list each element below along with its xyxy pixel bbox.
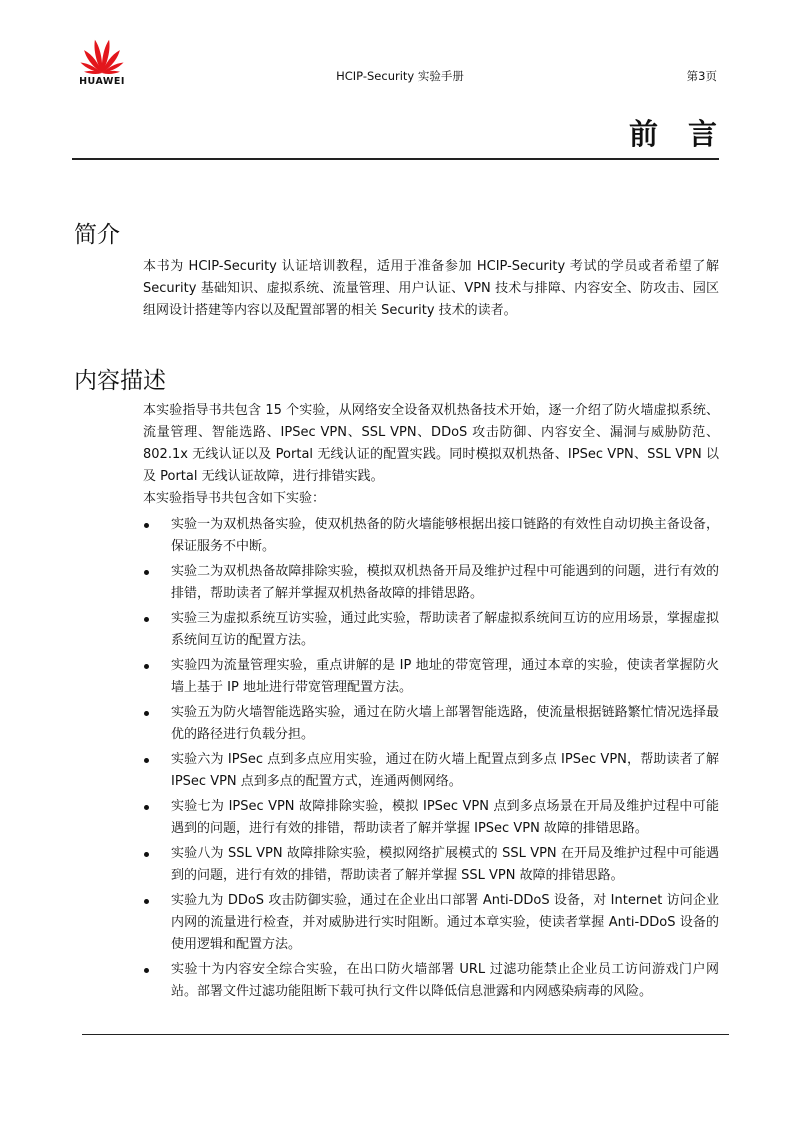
content-list-intro: 本实验指导书共包含如下实验： — [143, 491, 326, 506]
list-item — [143, 843, 719, 887]
intro-heading: 简介 — [74, 222, 120, 248]
list-item — [143, 702, 719, 746]
experiment-list — [143, 514, 719, 1006]
list-item-text: 实验三为虚拟系统互访实验，通过此实验，帮助读者了解虚拟系统间互访的应用场景，掌握虚拟系统间互访的配置方法。 — [171, 611, 719, 648]
list-item-text: 实验九为 DDoS 攻击防御实验，通过在企业出口部署 Anti-DDoS 设备，对 Internet 访问企业内网的流量进行检查，并对威胁进行实时阻断。通过本章实验，使读者掌握 Anti-DDoS 设备的使用逻辑和配置方法。 — [171, 893, 719, 952]
header-divider — [72, 158, 719, 160]
content-paragraph: 本实验指导书共包含 15 个实验，从网络安全设备双机热备技术开始，逐一介绍了防火墙虚拟系统、流量管理、智能选路、IPSec VPN、SSL VPN、DDoS 攻击防御、内容安全、漏洞与威胁防范、802.1x 无线认证以及 Portal 无线认证的配置实践。同时模拟双机热备、IPSec VPN、SSL VPN 以及 Portal 无线认证故障，进行排错实践。 — [143, 403, 719, 484]
page-number: 第3页 — [686, 69, 717, 83]
list-item-text: 实验八为 SSL VPN 故障排除实验，模拟网络扩展模式的 SSL VPN 在开局及维护过程中可能遇到的问题，进行有效的排错，帮助读者了解并掌握 SSL VPN 故障的排错思路。 — [171, 846, 719, 883]
list-item — [143, 655, 719, 699]
bullet-icon — [144, 523, 149, 528]
bullet-icon — [144, 805, 149, 810]
list-item-text: 实验六为 IPSec 点到多点应用实验，通过在防火墙上配置点到多点 IPSec VPN，帮助读者了解 IPSec VPN 点到多点的配置方式，连通两侧网络。 — [171, 752, 719, 789]
list-item-text: 实验一为双机热备实验，使双机热备的防火墙能够根据出接口链路的有效性自动切换主备设备，保证服务不中断。 — [171, 517, 719, 554]
list-item — [143, 890, 719, 956]
logo-text: HUAWEI — [79, 76, 125, 87]
bullet-icon — [144, 570, 149, 575]
footer-divider — [82, 1034, 729, 1035]
list-item-text: 实验二为双机热备故障排除实验，模拟双机热备开局及维护过程中可能遇到的问题，进行有效的排错，帮助读者了解并掌握双机热备故障的排错思路。 — [171, 564, 719, 601]
content-heading: 内容描述 — [74, 368, 166, 394]
bullet-icon — [144, 664, 149, 669]
list-item — [143, 561, 719, 605]
intro-paragraph: 本书为 HCIP-Security 认证培训教程，适用于准备参加 HCIP-Security 考试的学员或者希望了解 Security 基础知识、虚拟系统、流量管理、用户认证、VPN 技术与排障、内容安全、防攻击、园区组网设计搭建等内容以及配置部署的相关 Security 技术的读者。 — [143, 259, 719, 318]
list-item — [143, 796, 719, 840]
list-item — [143, 749, 719, 793]
bullet-icon — [144, 617, 149, 622]
bullet-icon — [144, 899, 149, 904]
bullet-icon — [144, 711, 149, 716]
list-item — [143, 959, 719, 1003]
huawei-flower-icon — [72, 36, 132, 76]
bullet-icon — [144, 852, 149, 857]
list-item — [143, 514, 719, 558]
list-item — [143, 608, 719, 652]
list-item-text: 实验七为 IPSec VPN 故障排除实验，模拟 IPSec VPN 点到多点场景在开局及维护过程中可能遇到的问题，进行有效的排错，帮助读者了解并掌握 IPSec VPN 故障的排错思路。 — [171, 799, 719, 836]
bullet-icon — [144, 968, 149, 973]
list-item-text: 实验五为防火墙智能选路实验，通过在防火墙上部署智能选路，使流量根据链路繁忙情况选择最优的路径进行负载分担。 — [171, 705, 719, 742]
list-item-text: 实验四为流量管理实验，重点讲解的是 IP 地址的带宽管理，通过本章的实验，使读者掌握防火墙上基于 IP 地址进行带宽管理配置方法。 — [171, 658, 719, 695]
list-item-text: 实验十为内容安全综合实验，在出口防火墙部署 URL 过滤功能禁止企业员工访问游戏门户网站。部署文件过滤功能阻断下载可执行文件以降低信息泄露和内网感染病毒的风险。 — [171, 962, 719, 999]
bullet-icon — [144, 758, 149, 763]
chapter-title: 前言 — [628, 117, 747, 151]
document-title: HCIP-Security 实验手册 — [336, 69, 464, 83]
huawei-logo — [72, 36, 132, 90]
